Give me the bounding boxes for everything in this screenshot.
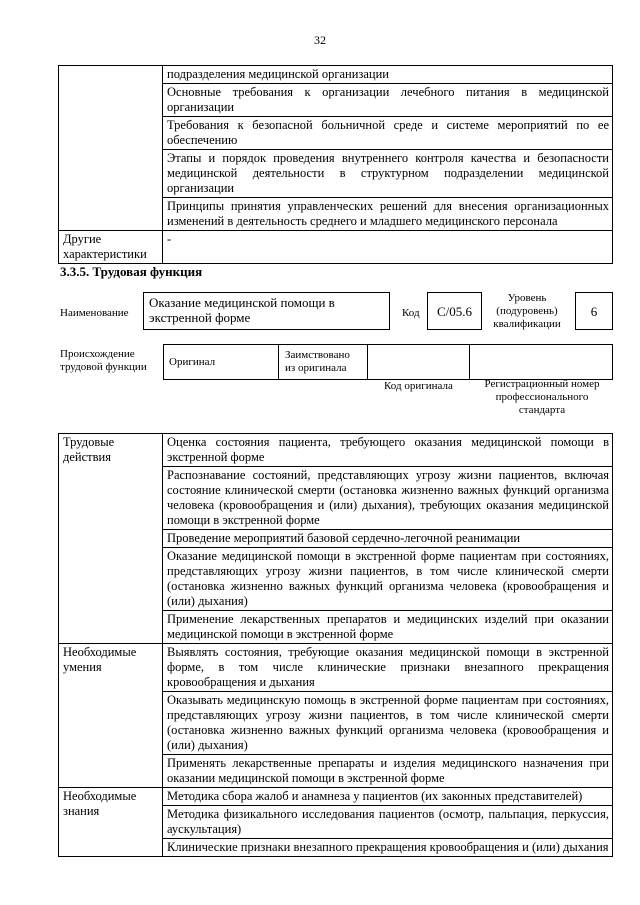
group-item: Проведение мероприятий базовой сердечно-легочной реанимации (163, 530, 613, 548)
origin-reg-box (469, 344, 613, 380)
group-item: Распознавание состояний, представляющих угрозу жизни пациентов, включая состояние клинической смерти (остановка жизненно важных функций организма человека (кровообращения и (или) дыхания), требующих оказания медицинской помощи в экстренной форме (163, 467, 613, 530)
row-label (59, 66, 163, 231)
group-label: Трудовые действия (59, 434, 163, 644)
group-item: Клинические признаки внезапного прекращения кровообращения и (или) дыхания (163, 839, 613, 857)
function-table (58, 433, 613, 857)
group-item: Оказание медицинской помощи в экстренной форме пациентам при состояниях, представляющих угрозу жизни пациентов, в том числе клинической смерти (остановка жизненно важных функций организма человека (кровообращения и (или) дыхания) (163, 548, 613, 611)
continuation-table (58, 65, 613, 264)
level-value: 6 (590, 304, 598, 319)
section-heading: 3.3.5. Трудовая функция (60, 264, 203, 279)
row-content: Принципы принятия управленческих решений для внесения организационных изменений в деятельность среднего и младшего медицинского персонала (163, 198, 613, 231)
origin-code-box (367, 344, 470, 380)
table-row (59, 788, 613, 806)
row-content: Требования к безопасной больничной среде и системе мероприятий по ее обеспечению (163, 117, 613, 150)
name-value-box (143, 292, 390, 330)
code-label: Код (402, 307, 420, 319)
group-item: Применять лекарственные препараты и изделия медицинского назначения при оказании медицинской помощи в экстренной форме (163, 755, 613, 788)
table-row (59, 231, 613, 264)
origin-original: Оригинал (169, 356, 216, 368)
origin-original-box (163, 344, 279, 380)
group-label: Необходимые знания (59, 788, 163, 857)
group-label: Необходимые умения (59, 644, 163, 788)
level-value-box (575, 292, 613, 330)
origin-label: Происхождение трудовой функции (60, 348, 147, 373)
row-content: - (163, 231, 613, 264)
table-row (59, 434, 613, 467)
row-content: Основные требования к организации лечебного питания в медицинской организации (163, 84, 613, 117)
level-label: Уровень (подуровень) квалификации (493, 292, 561, 330)
table-row (59, 644, 613, 692)
origin-borrowed-box (278, 344, 368, 380)
group-item: Выявлять состояния, требующие оказания медицинской помощи в экстренной форме, в том числе клинические признаки внезапного прекращения кровообращения и дыхания (163, 644, 613, 692)
row-content: подразделения медицинской организации (163, 66, 613, 84)
group-item: Оказывать медицинскую помощь в экстренной форме пациентам при состояниях, представляющих угрозу жизни пациентов, в том числе клинической смерти (остановка жизненно важных функций организма человека (кровообращения и (или) дыхания) (163, 692, 613, 755)
group-item: Методика физикального исследования пациентов (осмотр, пальпация, перкуссия, аускультация) (163, 806, 613, 839)
row-label: Другие характеристики (59, 231, 163, 264)
code-value: C/05.6 (436, 304, 473, 319)
code-value-box (427, 292, 482, 330)
group-item: Методика сбора жалоб и анамнеза у пациентов (их законных представителей) (163, 788, 613, 806)
name-label: Наименование (60, 307, 129, 319)
reg-caption: Регистрационный номер профессионального стандарта (484, 378, 600, 416)
page-number: 32 (314, 33, 326, 47)
group-item: Оценка состояния пациента, требующего оказания медицинской помощи в экстренной форме (163, 434, 613, 467)
group-item: Применение лекарственных препаратов и медицинских изделий при оказании медицинской помощи в экстренной форме (163, 611, 613, 644)
table-row (59, 66, 613, 84)
name-value: Оказание медицинской помощи в экстренной форме (149, 295, 335, 325)
code-caption: Код оригинала (384, 380, 453, 392)
origin-borrowed: Заимствовано из оригинала (285, 349, 350, 374)
row-content: Этапы и порядок проведения внутреннего контроля качества и безопасности медицинской деятельности в структурном подразделении медицинской организации (163, 150, 613, 198)
